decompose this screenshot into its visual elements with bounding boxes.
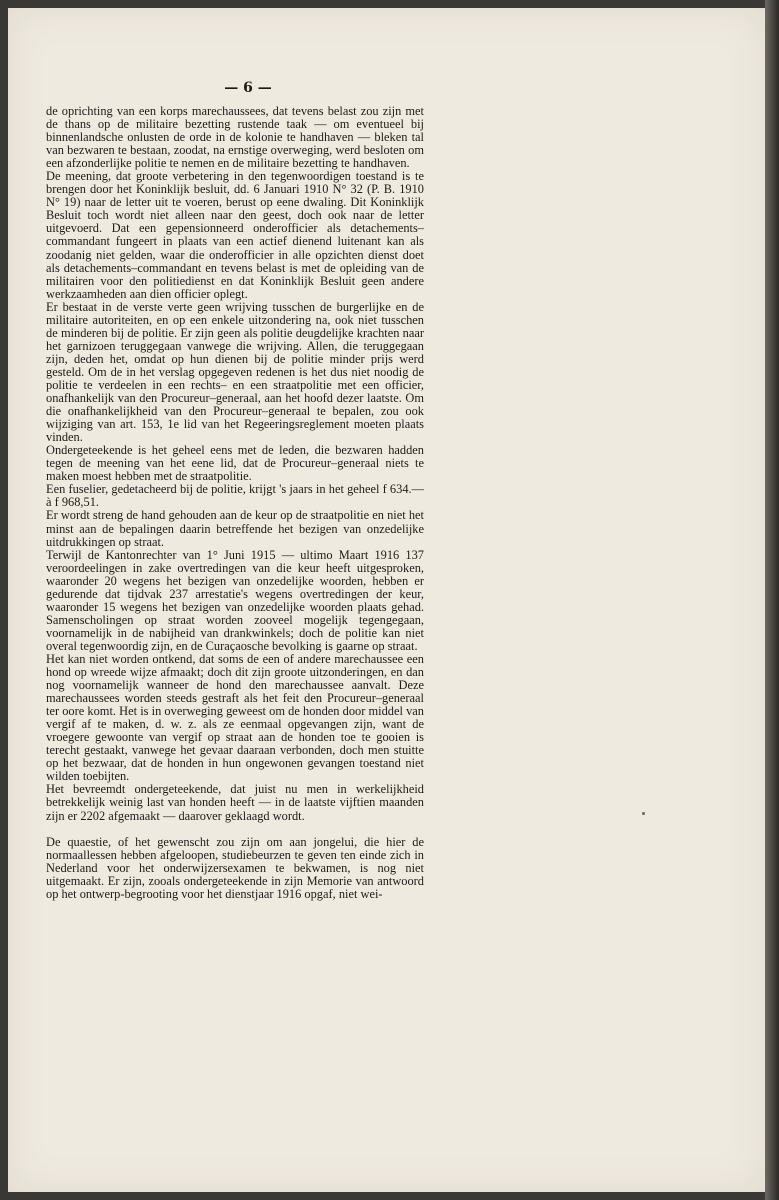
paragraph: Terwijl de Kantonrechter van 1° Juni 1915 — ultimo Maart 1916 137 veroordeelingen in zake overtredingen van die keur heeft uitgesproken, waaronder 20 wegens het bezigen van onzedelijke woorden, hebben er gedurende dat tijdvak 237 arrestatie's wegens overtredingen der keur, waaronder 15 wegens het bezigen van onzedelijke woorden plaats gehad. Samenscholingen op straat worden zooveel mogelijk tegengegaan, voornamelijk in de nabijheid van drankwinkels; doch de politie kan niet overal tegenwoordig zijn, en de Curaçaosche bevolking is gaarne op straat. (46, 547, 424, 653)
paragraph: Het kan niet worden ontkend, dat soms de een of andere marechaussee een hond op wreede wijze afmaakt; doch dit zijn groote uitzonderingen, en dan nog voornamelijk wanneer de hond den marechaussee aanvalt. Deze marechaussees worden steeds gestraft als het feit den Procureur–generaal ter oore komt. Het is in overweging geweest om de honden door middel van vergif af te maken, d. w. z. als ze eenmaal opgevangen zijn, want de vroegere gewoonte van vergif op straat aan de honden toe te gooien is terecht gestaakt, vanwege het gevaar daaraan verbonden, doch men stuitte op het bezwaar, dat de honden in hun ongewonen gevangen toestand niet wilden toebijten. (46, 651, 424, 784)
paragraph: de oprichting van een korps marechaussees, dat tevens belast zou zijn met de thans op de militaire bezetting rustende taak — om eventueel bij binnenlandsche onlusten de orde in de kolonie te handhaven — bleken tal van bezwaren te bestaan, zoodat, na ernstige overweging, werd besloten om een afzonderlijke politie te nemen en de militaire bezetting te handhaven. (46, 104, 424, 171)
scan-edge (765, 0, 779, 1200)
paragraph: Ondergeteekende is het geheel eens met de leden, die bezwaren hadden tegen de meening van het eene lid, dat de Procureur–generaal niets te maken moest hebben met de straatpolitie. (46, 443, 424, 484)
ink-speck (642, 812, 645, 815)
paragraph: Er bestaat in de verste verte geen wrijving tusschen de burgerlijke en de militaire autoriteiten, en op een enkele uitzondering na, ook niet tusschen de minderen bij de politie. Er zijn geen als politie deugdelijke krachten naar het garnizoen teruggegaan vanwege die wrijving. Allen, die teruggegaan zijn, deden het, omdat op hun dienen bij de politie minder prijs werd gesteld. Om de in het verslag opgegeven redenen is het dus niet noodig de politie te verdeelen in een rechts– en een straatpolitie met een officier, onafhankelijk van den Procureur–generaal, aan het hoofd dezer laatste. Om die onafhankelijkheid van den Procureur–generaal te bepalen, zou ook wijziging van art. 153, 1e lid van het Regeeringsreglement moeten plaats vinden. (46, 299, 424, 445)
page-number: — 6 — (224, 80, 272, 96)
paragraph: De meening, dat groote verbetering in den tegenwoordigen toestand is te brengen door het Koninklijk besluit, dd. 6 Januari 1910 N° 32 (P. B. 1910 N° 19) naar de letter uit te voeren, berust op eene dwaling. Dit Koninklijk Besluit toch wordt niet alleen naar den geest, doch ook naar de letter uitgevoerd. Dat een gepensionneerd onderofficier als detachements–commandant fungeert in plaats van een actief dienend luitenant kan als zoodanig niet gelden, waar die onderofficier in alle opzichten dienst doet als detachements–commandant en tevens belast is met de opleiding van de militairen voor den politiedienst en dat Koninklijk Besluit geen andere werkzaamheden aan dien officier oplegt. (46, 169, 424, 301)
paragraph: Het bevreemdt ondergeteekende, dat juist nu men in werkelijkheid betrekkelijk weinig last van honden heeft — in de laatste vijftien maanden zijn er 2202 afgemaakt — daarover geklaagd wordt. (46, 782, 424, 823)
document-page (8, 8, 765, 1192)
paragraph: Een fuselier, gedetacheerd bij de politie, krijgt 's jaars in het geheel f 634.— à f 968,51. (46, 482, 424, 510)
body-text (46, 105, 424, 901)
paragraph: Er wordt streng de hand gehouden aan de keur op de straatpolitie en niet het minst aan de bepalingen daarin betreffende het bezigen van onzedelijke uitdrukkingen op straat. (46, 508, 424, 549)
paragraph: De quaestie, of het gewenscht zou zijn om aan jongelui, die hier de normaallessen hebben afgeloopen, studiebeurzen te geven ten einde zich in Nederland voor het onderwijzersexamen te bekwamen, is nog niet uitgemaakt. Er zijn, zooals ondergeteekende in zijn Memorie van antwoord op het ontwerp-begrooting voor het dienstjaar 1916 opgaf, niet wei- (46, 834, 424, 901)
